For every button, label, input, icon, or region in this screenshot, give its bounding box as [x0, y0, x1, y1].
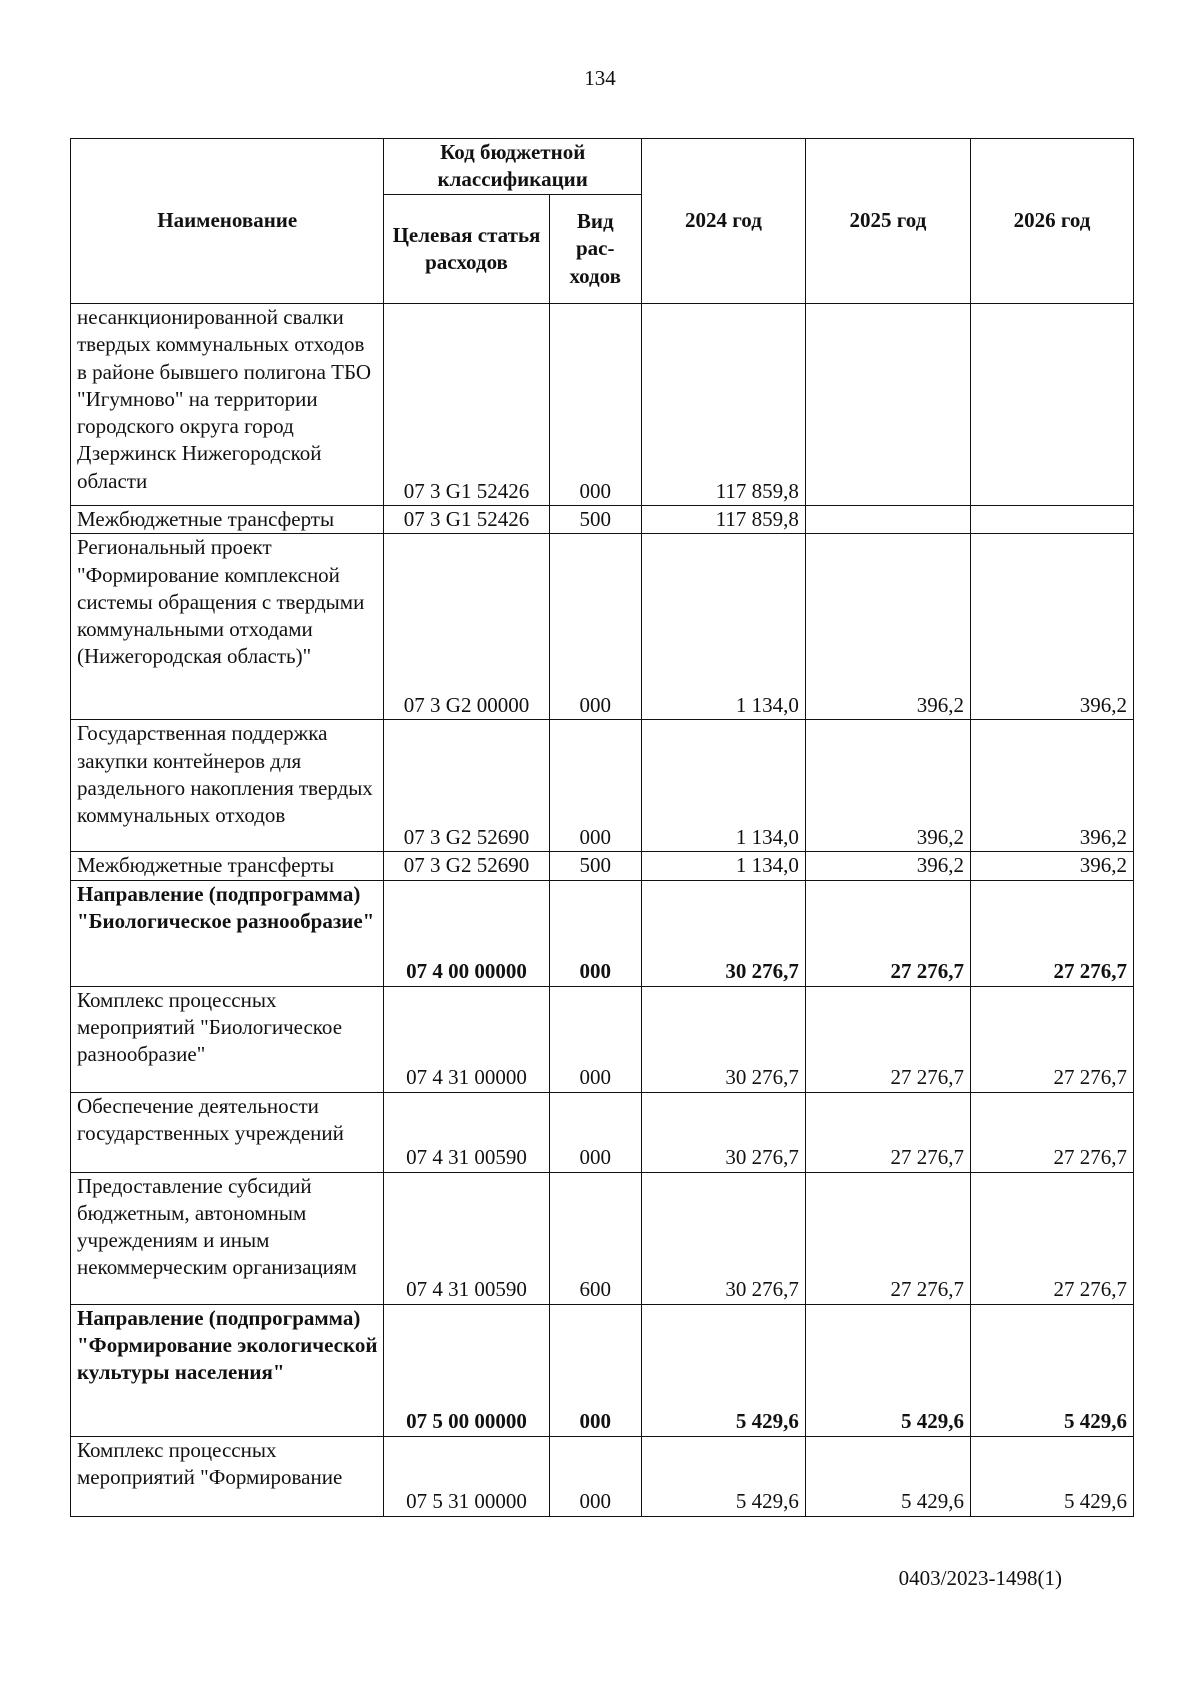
row-target-article: 07 4 31 00590	[384, 1172, 549, 1304]
row-value-2024: 1 134,0	[641, 720, 805, 852]
row-name: Государственная поддержка закупки контейнеров для раздельного накопления твердых коммунальных отходов	[71, 720, 384, 852]
row-name: Комплекс процессных мероприятий "Биологическое разнообразие"	[71, 986, 384, 1092]
row-value-2026: 5 429,6	[970, 1436, 1133, 1516]
row-value-2025: 396,2	[805, 852, 970, 880]
row-target-article: 07 3 G1 52426	[384, 304, 549, 506]
table-row	[71, 304, 1134, 506]
table-row	[71, 852, 1134, 880]
row-value-2024: 117 859,8	[641, 506, 805, 534]
row-target-article: 07 5 00 00000	[384, 1304, 549, 1436]
row-value-2026: 27 276,7	[970, 986, 1133, 1092]
row-name: Межбюджетные трансферты	[71, 506, 384, 534]
row-value-2025	[805, 304, 970, 506]
row-target-article: 07 3 G2 52690	[384, 852, 549, 880]
row-value-2026: 27 276,7	[970, 880, 1133, 986]
table-row	[71, 1092, 1134, 1172]
row-name: Региональный проект "Формирование комплексной системы обращения с твердыми коммунальными отходами (Нижегородская область)"	[71, 534, 384, 720]
row-target-article: 07 3 G1 52426	[384, 506, 549, 534]
row-name: несанкционированной свалки твердых коммунальных отходов в районе бывшего полигона ТБО "Игумново" на территории городского округа город Дзержинск Нижегородской области	[71, 304, 384, 506]
row-value-2026: 396,2	[970, 720, 1133, 852]
row-value-2024: 5 429,6	[641, 1304, 805, 1436]
page-number: 134	[584, 66, 616, 90]
table-row	[71, 720, 1134, 852]
row-expense-kind: 600	[549, 1172, 641, 1304]
row-value-2025: 27 276,7	[805, 986, 970, 1092]
row-expense-kind: 000	[549, 304, 641, 506]
row-target-article: 07 3 G2 52690	[384, 720, 549, 852]
table-row	[71, 534, 1134, 720]
table-row	[71, 1172, 1134, 1304]
row-target-article: 07 3 G2 00000	[384, 534, 549, 720]
row-value-2025: 5 429,6	[805, 1436, 970, 1516]
table-body	[71, 304, 1134, 1517]
table-row	[71, 506, 1134, 534]
row-name: Межбюджетные трансферты	[71, 852, 384, 880]
row-expense-kind: 000	[549, 1304, 641, 1436]
row-value-2026: 396,2	[970, 534, 1133, 720]
row-expense-kind: 000	[549, 534, 641, 720]
header-2024: 2024 год	[641, 139, 805, 304]
table-row	[71, 986, 1134, 1092]
table-header	[71, 139, 1134, 304]
row-name: Комплекс процессных мероприятий "Формирование	[71, 1436, 384, 1516]
row-target-article: 07 4 00 00000	[384, 880, 549, 986]
header-target-article: Целевая статья расходов	[384, 194, 549, 303]
row-name: Предоставление субсидий бюджетным, автономным учреждениям и иным некоммерческим организациям	[71, 1172, 384, 1304]
row-expense-kind: 000	[549, 880, 641, 986]
row-value-2024: 1 134,0	[641, 852, 805, 880]
row-expense-kind: 000	[549, 1092, 641, 1172]
row-value-2024: 117 859,8	[641, 304, 805, 506]
row-value-2025: 27 276,7	[805, 1172, 970, 1304]
row-value-2025: 5 429,6	[805, 1304, 970, 1436]
row-value-2025: 27 276,7	[805, 1092, 970, 1172]
row-expense-kind: 500	[549, 852, 641, 880]
header-2025: 2025 год	[805, 139, 970, 304]
row-value-2026: 27 276,7	[970, 1172, 1133, 1304]
row-value-2026: 27 276,7	[970, 1092, 1133, 1172]
row-target-article: 07 4 31 00590	[384, 1092, 549, 1172]
row-value-2025: 27 276,7	[805, 880, 970, 986]
row-value-2025: 396,2	[805, 534, 970, 720]
row-value-2026	[970, 506, 1133, 534]
row-value-2024: 30 276,7	[641, 880, 805, 986]
row-value-2024: 30 276,7	[641, 1092, 805, 1172]
row-value-2024: 30 276,7	[641, 1172, 805, 1304]
row-expense-kind: 500	[549, 506, 641, 534]
header-2026: 2026 год	[970, 139, 1133, 304]
row-value-2026	[970, 304, 1133, 506]
document-code: 0403/2023-1498(1)	[898, 1566, 1062, 1590]
header-expense-kind: Вид рас-ходов	[549, 194, 641, 303]
row-value-2024: 30 276,7	[641, 986, 805, 1092]
row-value-2026: 396,2	[970, 852, 1133, 880]
row-target-article: 07 4 31 00000	[384, 986, 549, 1092]
row-value-2024: 1 134,0	[641, 534, 805, 720]
row-expense-kind: 000	[549, 986, 641, 1092]
row-name: Обеспечение деятельности государственных учреждений	[71, 1092, 384, 1172]
row-value-2025: 396,2	[805, 720, 970, 852]
row-value-2024: 5 429,6	[641, 1436, 805, 1516]
row-target-article: 07 5 31 00000	[384, 1436, 549, 1516]
table-row	[71, 880, 1134, 986]
row-value-2026: 5 429,6	[970, 1304, 1133, 1436]
row-name: Направление (подпрограмма) "Биологическое разнообразие"	[71, 880, 384, 986]
table-row	[71, 1304, 1134, 1436]
header-name: Наименование	[71, 139, 384, 304]
table-row	[71, 1436, 1134, 1516]
budget-table	[70, 138, 1134, 1517]
row-name: Направление (подпрограмма) "Формирование экологической культуры населения"	[71, 1304, 384, 1436]
row-expense-kind: 000	[549, 720, 641, 852]
row-expense-kind: 000	[549, 1436, 641, 1516]
row-value-2025	[805, 506, 970, 534]
header-budget-code: Код бюджетной классификации	[384, 139, 641, 195]
